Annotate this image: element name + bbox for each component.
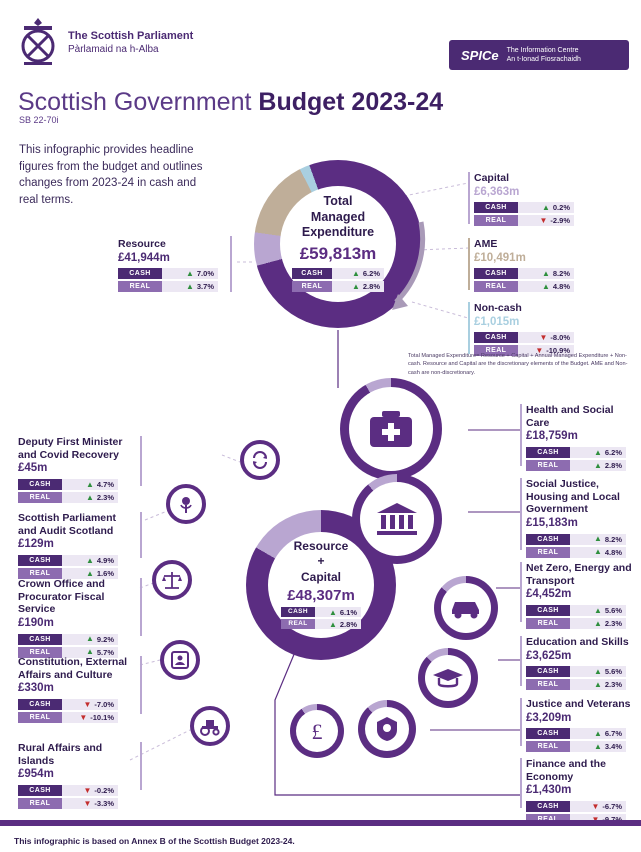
arrow-up-icon: ▲ [328, 619, 337, 629]
arrow-up-icon: ▲ [593, 605, 602, 615]
portfolio-circle-rural [190, 706, 230, 746]
spice-sub-gd: An t-Ionad Fiosrachaidh [506, 56, 581, 63]
ame-cash-row [474, 268, 574, 279]
net-zero-bracket [520, 562, 522, 622]
cash-tag: CASH [526, 666, 570, 677]
co-real-value: 5.7% [96, 647, 114, 657]
tme-cash-value: 6.2% [362, 268, 380, 278]
resource-label: Resource £41,944m CASH ▲ 7.0% REAL ▲ 3.7% [118, 238, 224, 294]
portfolio-label-constitution: Constitution, External Affairs and Culture £330m CASH ▼ -7.0% REAL ▼ -10.1% [18, 656, 128, 722]
fin-cash-value: -6.7% [602, 801, 622, 811]
portfolio-label-crown-office: Crown Office and Procurator Fiscal Service £190m CASH ▲ 9.2% REAL ▲ 5.7% [18, 578, 136, 660]
cash-tag: CASH [526, 728, 570, 739]
arrow-up-icon: ▲ [351, 281, 360, 291]
noncash-cash-row [474, 332, 574, 343]
arrow-down-icon: ▼ [539, 333, 548, 343]
arrow-up-icon: ▲ [85, 492, 94, 502]
cash-tag: CASH [526, 447, 570, 458]
cash-tag: CASH [18, 479, 62, 490]
portfolio-circle-parliament [166, 484, 206, 524]
definition-note: Total Managed Expenditure= Resource + Capital + Annual Managed Expenditure + Non-cash. Resource and Capital are the discretionary elements of the Budget. AME and Non-cash are non-discretionary. [408, 353, 628, 376]
arrow-up-icon: ▲ [593, 547, 602, 557]
arrow-up-icon: ▲ [185, 282, 194, 292]
portfolio-circle-constitution [160, 640, 200, 680]
picture-frame-icon [170, 650, 190, 670]
page-title-plain: Scottish Government [18, 88, 259, 116]
arrow-up-icon: ▲ [85, 634, 94, 644]
svg-text:£: £ [311, 719, 323, 744]
org-name-gd: Pàrlamaid na h-Alba [68, 43, 159, 55]
tractor-icon [198, 716, 222, 736]
health-bracket [520, 404, 522, 466]
arrow-up-icon: ▲ [85, 647, 94, 657]
arrow-up-icon: ▲ [593, 618, 602, 628]
noncash-cash-value: -8.0% [550, 333, 570, 343]
cash-tag: CASH [474, 202, 518, 213]
justice-bracket [520, 698, 522, 746]
rc-cash-row [281, 607, 361, 617]
ra-cash-row [18, 785, 118, 796]
tme-real-value: 2.8% [362, 281, 380, 291]
intro-text: This infographic provides headline figures from the budget and outlines changes from 2023-24 in cash and real terms. [19, 144, 203, 207]
scottish-parliament-crest-icon [16, 16, 60, 68]
ame-real-row [474, 281, 574, 292]
portfolio-label-parliament: Scottish Parliament and Audit Scotland £129m CASH ▲ 4.9% REAL ▲ 1.6% [18, 512, 117, 578]
government-building-icon [375, 501, 419, 537]
arrow-up-icon: ▲ [593, 729, 602, 739]
health-cash-row [526, 447, 626, 458]
real-tag: REAL [526, 741, 570, 752]
resource-cash-value: 7.0% [196, 269, 214, 279]
real-tag: REAL [18, 568, 62, 579]
tme-amount: £59,813m [299, 243, 377, 263]
jv-cash-value: 6.7% [604, 729, 622, 739]
sp-cash-row [18, 555, 118, 566]
cash-tag: CASH [474, 332, 518, 343]
page-title-bold: Budget 2023-24 [258, 88, 444, 116]
portfolio-circle-justice [358, 700, 416, 758]
real-tag: REAL [18, 492, 62, 503]
arrow-down-icon: ▼ [535, 346, 544, 356]
edu-cash-value: 5.6% [604, 667, 622, 677]
portfolio-label-education: Education and Skills £3,625m CASH ▲ 5.6% REAL ▲ 2.3% [526, 636, 629, 690]
portfolio-circle-health [340, 378, 442, 480]
parliament-bracket [140, 512, 142, 558]
ame-real-value: 4.8% [552, 282, 570, 292]
rc-title-1: Resource [293, 538, 349, 553]
cash-tag: CASH [281, 607, 315, 617]
arrow-down-icon: ▼ [79, 712, 88, 722]
portfolio-circle-education [418, 648, 478, 708]
arrow-up-icon: ▲ [541, 269, 550, 279]
arrow-down-icon: ▼ [83, 798, 92, 808]
parliament-logo [16, 16, 216, 72]
recycle-arrows-icon [250, 450, 270, 470]
arrow-up-icon: ▲ [593, 667, 602, 677]
arrow-up-icon: ▲ [593, 447, 602, 457]
sj-cash-value: 8.2% [604, 534, 622, 544]
portfolio-label-finance: Finance and the Economy £1,430m CASH ▼ -6.7% [526, 758, 634, 827]
finance-bracket [520, 758, 522, 808]
real-tag: REAL [526, 618, 570, 629]
cc-cash-value: -7.0% [94, 699, 114, 709]
cc-real-value: -10.1% [90, 712, 114, 722]
nz-cash-value: 5.6% [604, 605, 622, 615]
page-title [18, 88, 443, 117]
health-real-row [526, 460, 626, 471]
arrow-up-icon: ▲ [85, 568, 94, 578]
resource-cash-row [118, 268, 218, 279]
noncash-bracket [468, 302, 470, 354]
portfolio-label-rural: Rural Affairs and Islands £954m CASH ▼ -0.2% REAL ▼ -3.3% [18, 742, 136, 811]
thistle-icon [177, 494, 195, 514]
arrow-down-icon: ▼ [83, 699, 92, 709]
nz-real-row [526, 618, 626, 629]
jv-real-value: 3.4% [604, 742, 622, 752]
arrow-up-icon: ▲ [185, 269, 194, 279]
health-cash-value: 6.2% [604, 447, 622, 457]
portfolio-circle-net-zero [434, 576, 498, 640]
real-tag: REAL [474, 215, 518, 226]
real-tag: REAL [474, 281, 518, 292]
fin-cash-row [526, 801, 626, 812]
resource-real-value: 3.7% [196, 282, 214, 292]
tme-title-2: Managed [310, 209, 366, 224]
cash-tag: CASH [526, 534, 570, 545]
rc-cash-value: 6.1% [339, 607, 357, 617]
real-tag: REAL [18, 712, 62, 723]
rc-title-3: Capital [300, 569, 341, 584]
capital-label: Capital £6,363m CASH ▲ 0.2% REAL ▼ -2.9% [474, 172, 584, 228]
capital-cash-row [474, 202, 574, 213]
arrow-up-icon: ▲ [593, 460, 602, 470]
nz-real-value: 2.3% [604, 618, 622, 628]
sp-cash-value: 4.9% [96, 555, 114, 565]
sj-real-row [526, 547, 626, 558]
sp-real-value: 1.6% [96, 568, 114, 578]
dfm-real-value: 2.3% [96, 492, 114, 502]
portfolio-label-dfm: Deputy First Minister and Covid Recovery £45m CASH ▲ 4.7% REAL ▲ 2.3% [18, 436, 123, 502]
tme-title-1: Total [323, 194, 353, 209]
ame-label: AME £10,491m CASH ▲ 8.2% REAL ▲ 4.8% [474, 238, 584, 294]
spice-logo [449, 40, 629, 70]
pound-coin-icon [306, 718, 328, 744]
arrow-up-icon: ▲ [85, 479, 94, 489]
noncash-real-value: -10.9% [546, 346, 570, 356]
capital-real-row [474, 215, 574, 226]
arrow-down-icon: ▼ [591, 801, 600, 811]
cash-tag: CASH [18, 785, 62, 796]
rural-bracket [140, 742, 142, 790]
portfolio-circle-dfm [240, 440, 280, 480]
arrow-up-icon: ▲ [593, 534, 602, 544]
first-aid-kit-icon [368, 409, 414, 449]
ra-real-row [18, 798, 118, 809]
dfm-bracket [140, 436, 142, 486]
cash-tag: CASH [18, 699, 62, 710]
rc-real-value: 2.8% [339, 619, 357, 629]
ame-bracket [468, 238, 470, 290]
portfolio-circle-finance [290, 704, 344, 758]
ra-real-value: -3.3% [94, 798, 114, 808]
dfm-cash-row [18, 479, 118, 490]
jv-real-row [526, 741, 626, 752]
constitution-bracket [140, 656, 142, 714]
graduation-cap-icon [432, 667, 464, 689]
document-reference: SB 22-70i [19, 115, 59, 125]
edu-real-value: 2.3% [604, 680, 622, 690]
arrow-down-icon: ▼ [83, 785, 92, 795]
capital-real-value: -2.9% [550, 216, 570, 226]
cash-tag: CASH [18, 555, 62, 566]
footer-band [0, 820, 641, 826]
co-cash-value: 9.2% [96, 634, 114, 644]
capital-bracket [468, 172, 470, 224]
social-justice-bracket [520, 478, 522, 550]
real-tag: REAL [292, 281, 332, 292]
arrow-down-icon: ▼ [539, 216, 548, 226]
real-tag: REAL [18, 798, 62, 809]
arrow-up-icon: ▲ [593, 680, 602, 690]
real-tag: REAL [526, 547, 570, 558]
arrow-up-icon: ▲ [541, 282, 550, 292]
cc-real-row [18, 712, 118, 723]
org-name-en: The Scottish Parliament [68, 30, 194, 42]
nz-cash-row [526, 605, 626, 616]
portfolio-label-justice: Justice and Veterans £3,209m CASH ▲ 6.7% REAL ▲ 3.4% [526, 698, 631, 752]
real-tag: REAL [281, 619, 315, 629]
police-badge-icon [374, 715, 400, 743]
spice-name: SPICe [461, 47, 499, 63]
arrow-up-icon: ▲ [593, 742, 602, 752]
cash-tag: CASH [292, 268, 332, 279]
arrow-up-icon: ▲ [328, 607, 337, 617]
capital-cash-value: 0.2% [552, 203, 570, 213]
portfolio-circle-social-justice [352, 474, 442, 564]
jv-cash-row [526, 728, 626, 739]
rc-title-2: + [317, 554, 325, 569]
cash-tag: CASH [474, 268, 518, 279]
arrow-up-icon: ▲ [541, 203, 550, 213]
dfm-cash-value: 4.7% [96, 479, 114, 489]
rc-real-row [281, 619, 361, 629]
arrow-up-icon: ▲ [351, 268, 360, 278]
noncash-label: Non-cash £1,015m CASH ▼ -8.0% REAL ▼ -10.9% [474, 302, 584, 358]
ra-cash-value: -0.2% [94, 785, 114, 795]
spice-sub-en: The Information Centre [506, 46, 579, 54]
portfolio-label-net-zero: Net Zero, Energy and Transport £4,452m CASH ▲ 5.6% REAL ▲ 2.3% [526, 562, 632, 628]
edu-cash-row [526, 666, 626, 677]
cash-tag: CASH [118, 268, 162, 279]
cash-tag: CASH [526, 605, 570, 616]
co-cash-row [18, 634, 118, 645]
sj-real-value: 4.8% [604, 547, 622, 557]
arrow-up-icon: ▲ [85, 555, 94, 565]
real-tag: REAL [526, 460, 570, 471]
portfolio-label-social-justice: Social Justice, Housing and Local Government £15,183m CASH ▲ 8.2% REAL ▲ 4.8% [526, 478, 634, 560]
donut-arrow-icon [246, 152, 430, 336]
resource-bracket [230, 236, 232, 292]
education-bracket [520, 636, 522, 686]
real-tag: REAL [118, 281, 162, 292]
portfolio-circle-crown-office [152, 560, 192, 600]
health-real-value: 2.8% [604, 460, 622, 470]
tme-title-3: Expenditure [301, 225, 375, 240]
real-tag: REAL [18, 647, 62, 658]
scales-of-justice-icon [161, 569, 183, 591]
crown-office-bracket [140, 578, 142, 636]
portfolio-label-health: Health and Social Care £18,759m CASH ▲ 6.2% REAL ▲ 2.8% [526, 404, 634, 473]
dfm-real-row [18, 492, 118, 503]
footer-note: This infographic is based on Annex B of the Scottish Budget 2023-24. [14, 836, 295, 846]
real-tag: REAL [526, 679, 570, 690]
sj-cash-row [526, 534, 626, 545]
car-icon [449, 597, 483, 619]
cash-tag: CASH [526, 801, 570, 812]
ame-cash-value: 8.2% [552, 269, 570, 279]
cc-cash-row [18, 699, 118, 710]
rc-amount: £48,307m [287, 587, 355, 605]
edu-real-row [526, 679, 626, 690]
cash-tag: CASH [18, 634, 62, 645]
resource-real-row [118, 281, 218, 292]
real-tag: REAL [474, 345, 518, 356]
